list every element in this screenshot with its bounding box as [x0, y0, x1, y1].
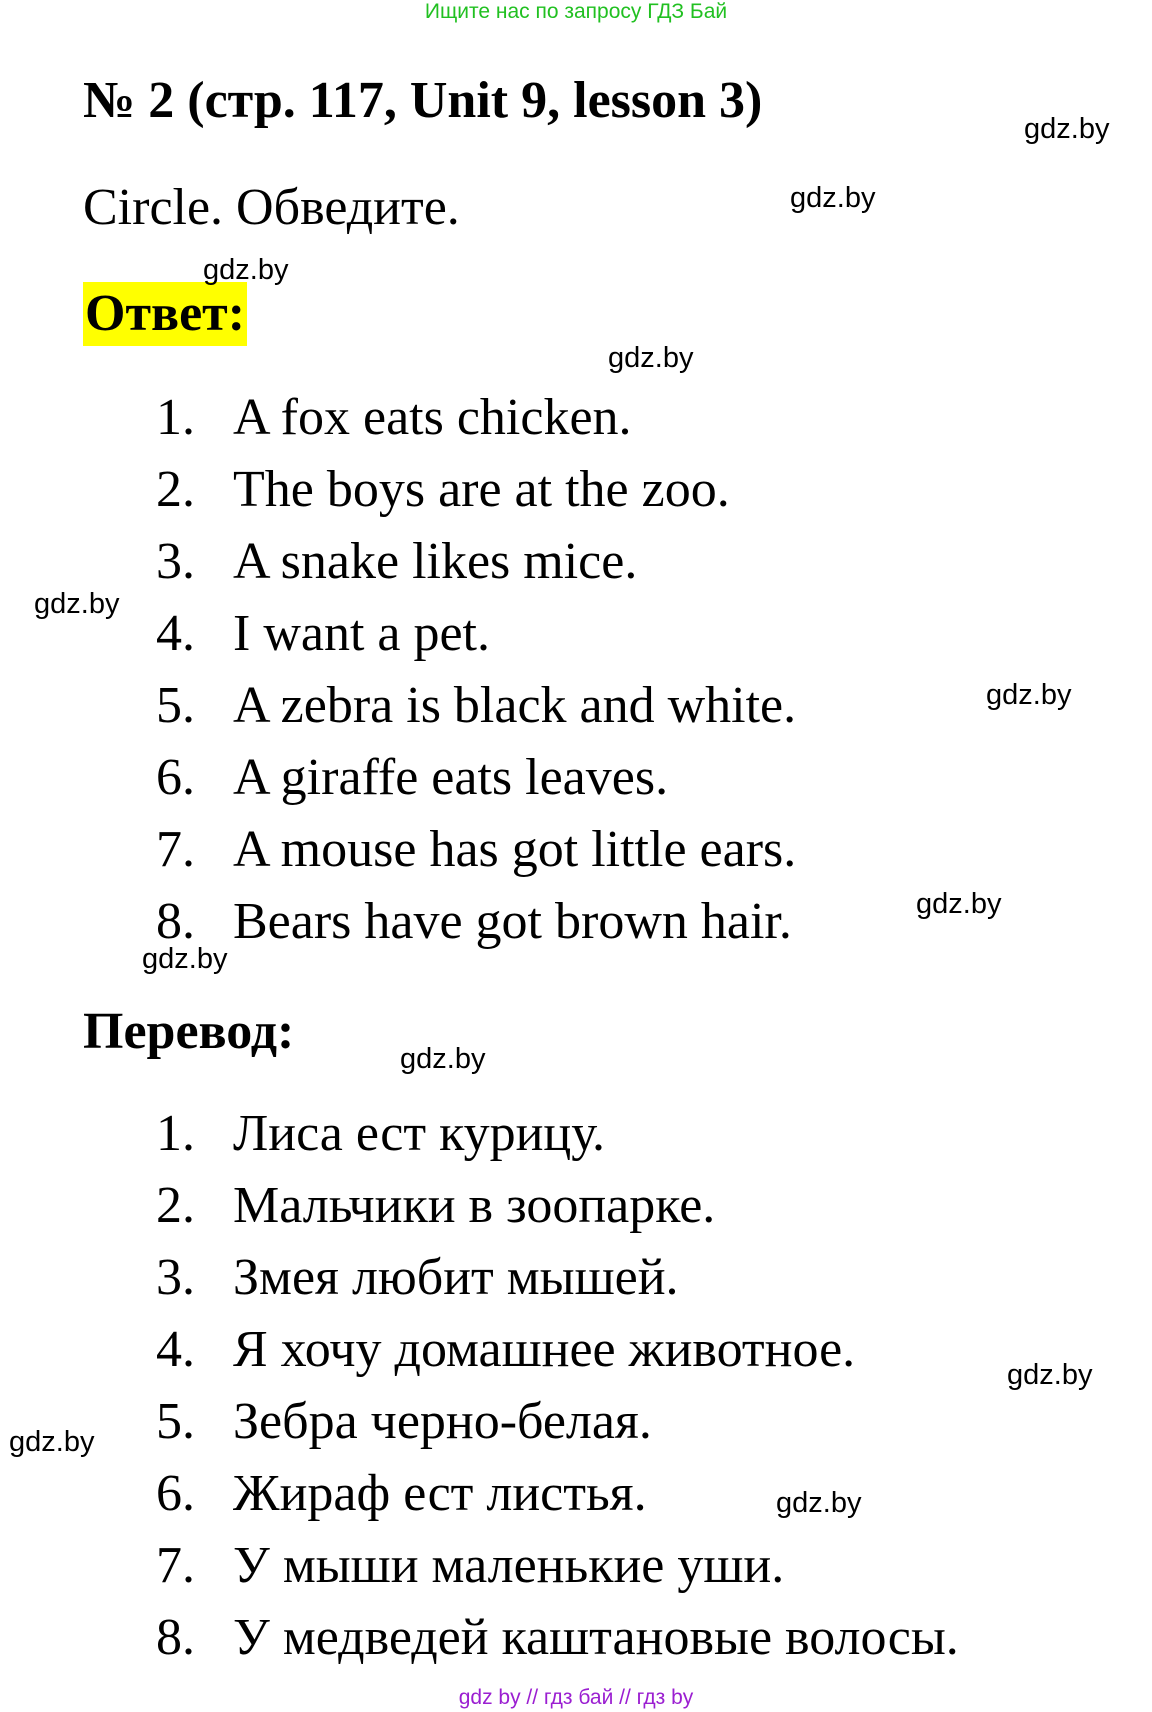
task-instruction: Circle. Обведите.	[83, 179, 460, 236]
item-number: 8.	[156, 893, 195, 950]
list-item	[156, 742, 796, 814]
item-number: 4.	[156, 1321, 195, 1378]
list-item	[156, 1098, 959, 1170]
item-text: У мыши маленькие уши.	[233, 1537, 785, 1594]
list-item	[156, 1314, 959, 1386]
item-number: 7.	[156, 821, 195, 878]
list-item	[156, 670, 796, 742]
item-text: Зебра черно-белая.	[233, 1393, 652, 1450]
watermark: gdz.by	[142, 943, 228, 975]
list-item	[156, 886, 796, 958]
item-number: 7.	[156, 1537, 195, 1594]
watermark: gdz.by	[790, 182, 876, 214]
watermark: gdz.by	[400, 1043, 486, 1075]
item-text: Жираф ест листья.	[233, 1465, 647, 1522]
answer-heading: Ответ:	[83, 282, 247, 346]
footer: gdz by // гдз бай // гдз by	[458, 1686, 694, 1709]
watermark: gdz.by	[9, 1426, 95, 1458]
item-number: 1.	[156, 1105, 195, 1162]
watermark: gdz.by	[916, 888, 1002, 920]
item-text: A mouse has got little ears.	[233, 821, 797, 878]
watermark: gdz.by	[1007, 1359, 1093, 1391]
item-text: A snake likes mice.	[233, 533, 638, 590]
list-item	[156, 1530, 959, 1602]
item-text: I want a pet.	[233, 605, 491, 662]
item-number: 5.	[156, 677, 195, 734]
item-number: 4.	[156, 605, 195, 662]
item-number: 3.	[156, 533, 195, 590]
list-item	[156, 1602, 959, 1674]
item-text: Bears have got brown hair.	[233, 893, 792, 950]
watermark: gdz.by	[1024, 113, 1110, 145]
item-text: Мальчики в зоопарке.	[233, 1177, 716, 1234]
watermark: gdz.by	[986, 679, 1072, 711]
watermark: gdz.by	[776, 1487, 862, 1519]
list-item	[156, 1242, 959, 1314]
watermark: gdz.by	[608, 342, 694, 374]
item-text: The boys are at the zoo.	[233, 461, 730, 518]
translation-heading: Перевод:	[83, 1003, 295, 1060]
list-item	[156, 598, 796, 670]
watermark: gdz.by	[203, 254, 289, 286]
list-item	[156, 382, 796, 454]
item-number: 2.	[156, 461, 195, 518]
list-item	[156, 1386, 959, 1458]
answer-list	[156, 382, 796, 958]
item-text: У медведей каштановые волосы.	[233, 1609, 959, 1666]
list-item	[156, 526, 796, 598]
item-number: 8.	[156, 1609, 195, 1666]
item-text: A fox eats chicken.	[233, 389, 632, 446]
top-banner: Ищите нас по запросу ГДЗ Бай	[424, 0, 728, 23]
item-text: Я хочу домашнее животное.	[233, 1321, 856, 1378]
item-text: A giraffe eats leaves.	[233, 749, 669, 806]
item-number: 5.	[156, 1393, 195, 1450]
translation-list	[156, 1098, 959, 1674]
item-text: Змея любит мышей.	[233, 1249, 679, 1306]
watermark: gdz.by	[34, 588, 120, 620]
item-number: 6.	[156, 749, 195, 806]
item-text: A zebra is black and white.	[233, 677, 797, 734]
item-text: Лиса ест курицу.	[233, 1105, 606, 1162]
list-item	[156, 814, 796, 886]
item-number: 1.	[156, 389, 195, 446]
item-number: 3.	[156, 1249, 195, 1306]
page-title: № 2 (стр. 117, Unit 9, lesson 3)	[83, 72, 763, 129]
item-number: 6.	[156, 1465, 195, 1522]
list-item	[156, 1170, 959, 1242]
list-item	[156, 454, 796, 526]
item-number: 2.	[156, 1177, 195, 1234]
